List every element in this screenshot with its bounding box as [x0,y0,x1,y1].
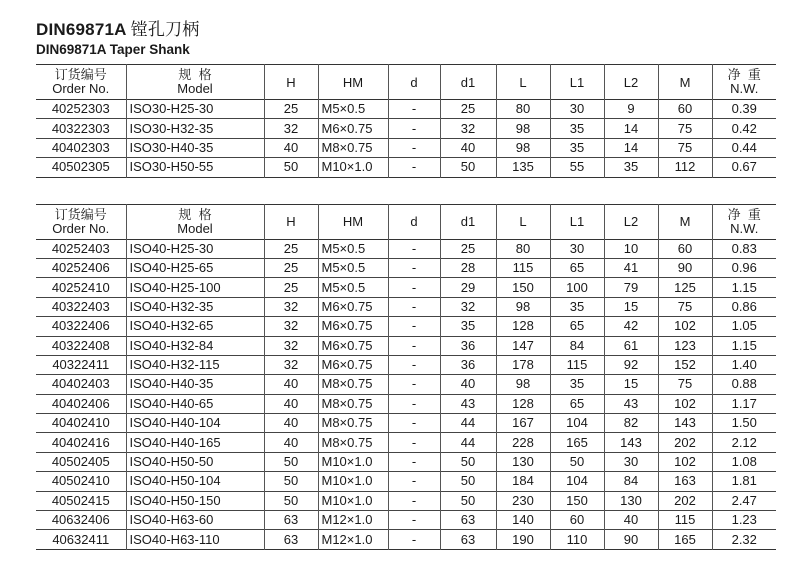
cell-l2: 130 [604,491,658,510]
cell-hm: M6×0.75 [318,317,388,336]
cell-model: ISO40-H32-84 [126,336,264,355]
cell-order-no: 40502410 [51,473,110,489]
col-weight: 净 重 N.W. [712,65,776,100]
cell-l2: 14 [604,138,658,157]
cell-weight: 2.32 [712,530,776,549]
cell-h: 32 [264,297,318,316]
cell-d: - [388,239,440,258]
cell-d: - [388,530,440,549]
cell-weight: 0.96 [712,258,776,277]
cell-d: - [388,138,440,157]
cell-l: 190 [496,530,550,549]
cell-model: ISO40-H40-104 [126,414,264,433]
cell-weight: 1.05 [712,317,776,336]
cell-l2: 79 [604,278,658,297]
page-title [36,20,776,40]
cell-l1: 165 [550,433,604,452]
cell-order-no: 40252410 [51,279,110,295]
cell-l1: 50 [550,452,604,471]
cell-h: 25 [264,239,318,258]
cell-order-no: 40402416 [51,434,110,450]
cell-l: 128 [496,317,550,336]
cell-m: 115 [658,511,712,530]
cell-m: 75 [658,375,712,394]
cell-l1: 60 [550,511,604,530]
cell-weight: 1.17 [712,394,776,413]
cell-hm: M5×0.5 [318,100,388,119]
cell-weight: 0.42 [712,119,776,138]
col-weight: 净 重 N.W. [712,204,776,239]
cell-l: 98 [496,119,550,138]
cell-h: 40 [264,433,318,452]
cell-weight: 1.50 [712,414,776,433]
cell-model: ISO40-H40-165 [126,433,264,452]
cell-l: 135 [496,158,550,177]
cell-d: - [388,375,440,394]
cell-l1: 30 [550,100,604,119]
cell-m: 102 [658,394,712,413]
table-row [36,336,776,355]
cell-d1: 35 [440,317,496,336]
cell-d1: 32 [440,119,496,138]
col-l1: L1 [550,204,604,239]
cell-order-no: 40322411 [52,357,110,373]
cell-l1: 35 [550,138,604,157]
cell-h: 32 [264,355,318,374]
cell-d1: 28 [440,258,496,277]
cell-l1: 115 [550,355,604,374]
cell-model: ISO40-H40-65 [126,394,264,413]
cell-h: 32 [264,119,318,138]
cell-h: 32 [264,336,318,355]
cell-model: ISO30-H32-35 [126,119,264,138]
cell-h: 25 [264,258,318,277]
cell-order-no: 40402303 [51,139,110,155]
cell-l: 140 [496,511,550,530]
table-row [36,375,776,394]
cell-l2: 42 [604,317,658,336]
cell-h: 50 [264,491,318,510]
cell-l: 147 [496,336,550,355]
cell-l2: 14 [604,119,658,138]
table-body [36,100,776,178]
cell-order-no: 40632406 [51,512,110,528]
cell-m: 125 [658,278,712,297]
col-l2: L2 [604,204,658,239]
cell-d1: 50 [440,472,496,491]
table-row [36,100,776,119]
cell-l2: 9 [604,100,658,119]
cell-m: 123 [658,336,712,355]
cell-d: - [388,158,440,177]
cell-l: 230 [496,491,550,510]
col-h: H [264,65,318,100]
cell-weight: 1.15 [712,336,776,355]
cell-l: 115 [496,258,550,277]
cell-hm: M6×0.75 [318,355,388,374]
cell-hm: M6×0.75 [318,336,388,355]
cell-l1: 35 [550,119,604,138]
cell-d: - [388,394,440,413]
cell-l: 130 [496,452,550,471]
col-d1: d1 [440,65,496,100]
cell-d: - [388,119,440,138]
cell-weight: 1.23 [712,511,776,530]
cell-order-no: 40322406 [51,318,110,334]
cell-d1: 63 [440,511,496,530]
cell-d1: 50 [440,491,496,510]
col-hm: HM [318,65,388,100]
cell-hm: M12×1.0 [318,530,388,549]
table-row [36,491,776,510]
cell-l2: 143 [604,433,658,452]
cell-hm: M8×0.75 [318,433,388,452]
cell-model: ISO40-H25-30 [126,239,264,258]
cell-model: ISO40-H25-65 [126,258,264,277]
col-order-no: 订货编号 Order No. [52,206,110,236]
cell-d: - [388,511,440,530]
cell-l1: 65 [550,258,604,277]
cell-d: - [388,491,440,510]
cell-h: 40 [264,394,318,413]
cell-l1: 30 [550,239,604,258]
cell-weight: 0.44 [712,138,776,157]
table-row [36,317,776,336]
cell-hm: M8×0.75 [318,414,388,433]
cell-d1: 44 [440,414,496,433]
col-model: 规 格 Model [126,65,264,100]
cell-h: 40 [264,414,318,433]
cell-weight: 1.81 [712,472,776,491]
cell-l: 98 [496,375,550,394]
cell-weight: 0.88 [712,375,776,394]
cell-l1: 84 [550,336,604,355]
col-m: M [658,204,712,239]
col-hm: HM [318,204,388,239]
cell-h: 63 [264,530,318,549]
cell-l: 167 [496,414,550,433]
cell-m: 102 [658,317,712,336]
cell-d: - [388,414,440,433]
cell-weight: 1.40 [712,355,776,374]
cell-l2: 43 [604,394,658,413]
cell-m: 75 [658,138,712,157]
col-m: M [658,65,712,100]
cell-d1: 32 [440,297,496,316]
cell-order-no: 40502405 [51,454,110,470]
cell-m: 60 [658,100,712,119]
cell-h: 32 [264,317,318,336]
cell-model: ISO30-H40-35 [126,138,264,157]
cell-hm: M8×0.75 [318,138,388,157]
table-row [36,119,776,138]
cell-l1: 150 [550,491,604,510]
cell-d1: 25 [440,100,496,119]
cell-weight: 1.08 [712,452,776,471]
cell-l2: 15 [604,297,658,316]
table-row [36,472,776,491]
cell-weight: 0.86 [712,297,776,316]
cell-model: ISO40-H50-150 [126,491,264,510]
cell-l: 128 [496,394,550,413]
cell-h: 63 [264,511,318,530]
table-row [36,452,776,471]
cell-l: 98 [496,138,550,157]
col-l2: L2 [604,65,658,100]
cell-l1: 65 [550,317,604,336]
cell-model: ISO40-H25-100 [126,278,264,297]
cell-d: - [388,452,440,471]
cell-hm: M5×0.5 [318,239,388,258]
cell-d: - [388,355,440,374]
cell-d1: 50 [440,452,496,471]
cell-model: ISO40-H63-110 [126,530,264,549]
cell-l2: 35 [604,158,658,177]
cell-d: - [388,258,440,277]
cell-order-no: 40322408 [51,337,110,353]
cell-model: ISO40-H63-60 [126,511,264,530]
cell-hm: M10×1.0 [318,452,388,471]
cell-hm: M10×1.0 [318,472,388,491]
cell-l2: 92 [604,355,658,374]
cell-d: - [388,297,440,316]
col-d: d [388,204,440,239]
cell-hm: M6×0.75 [318,119,388,138]
cell-l2: 61 [604,336,658,355]
cell-d: - [388,336,440,355]
cell-l2: 15 [604,375,658,394]
cell-model: ISO40-H40-35 [126,375,264,394]
cell-d: - [388,317,440,336]
cell-d1: 36 [440,355,496,374]
col-l: L [496,65,550,100]
cell-order-no: 40502305 [51,159,110,175]
cell-l2: 41 [604,258,658,277]
catalog-page [36,20,776,550]
title-chinese: 镗孔刀柄 [130,20,200,39]
cell-model: ISO40-H32-35 [126,297,264,316]
cell-m: 75 [658,119,712,138]
cell-l: 80 [496,100,550,119]
title-code: DIN69871A [36,20,127,39]
table-row [36,394,776,413]
table-body [36,239,776,549]
cell-d1: 63 [440,530,496,549]
cell-l1: 55 [550,158,604,177]
cell-d: - [388,472,440,491]
cell-model: ISO40-H32-65 [126,317,264,336]
cell-h: 50 [264,452,318,471]
cell-l1: 35 [550,297,604,316]
cell-h: 25 [264,100,318,119]
cell-m: 143 [658,414,712,433]
cell-hm: M8×0.75 [318,394,388,413]
cell-l2: 30 [604,452,658,471]
table-row [36,158,776,177]
cell-order-no: 40402403 [51,376,110,392]
cell-weight: 2.12 [712,433,776,452]
cell-m: 163 [658,472,712,491]
cell-order-no: 40632411 [52,531,110,547]
cell-l2: 90 [604,530,658,549]
table-row [36,138,776,157]
cell-d1: 43 [440,394,496,413]
cell-m: 165 [658,530,712,549]
table-row [36,530,776,549]
page-subtitle: DIN69871A Taper Shank [36,42,190,57]
cell-h: 40 [264,138,318,157]
cell-d1: 40 [440,138,496,157]
cell-hm: M5×0.5 [318,278,388,297]
cell-m: 102 [658,452,712,471]
spec-table-iso30 [36,64,776,178]
cell-l1: 104 [550,472,604,491]
cell-hm: M12×1.0 [318,511,388,530]
cell-l2: 82 [604,414,658,433]
cell-l1: 65 [550,394,604,413]
cell-order-no: 40322303 [51,120,110,136]
cell-l: 80 [496,239,550,258]
cell-order-no: 40322403 [51,298,110,314]
cell-d: - [388,278,440,297]
cell-m: 152 [658,355,712,374]
cell-d1: 25 [440,239,496,258]
cell-weight: 0.39 [712,100,776,119]
cell-model: ISO40-H32-115 [126,355,264,374]
cell-hm: M8×0.75 [318,375,388,394]
cell-order-no: 40402406 [51,395,110,411]
cell-h: 40 [264,375,318,394]
cell-l2: 10 [604,239,658,258]
spec-table-iso40 [36,204,776,550]
table-row [36,414,776,433]
cell-h: 25 [264,278,318,297]
cell-m: 202 [658,491,712,510]
cell-l: 228 [496,433,550,452]
cell-weight: 2.47 [712,491,776,510]
cell-l1: 104 [550,414,604,433]
cell-weight: 0.83 [712,239,776,258]
cell-order-no: 40252403 [51,240,110,256]
cell-d1: 44 [440,433,496,452]
col-d: d [388,65,440,100]
table-header-row [36,65,776,100]
cell-l2: 84 [604,472,658,491]
cell-hm: M6×0.75 [318,297,388,316]
cell-m: 202 [658,433,712,452]
cell-model: ISO30-H50-55 [126,158,264,177]
cell-m: 90 [658,258,712,277]
col-order-no: 订货编号 Order No. [52,67,110,96]
cell-d1: 50 [440,158,496,177]
col-d1: d1 [440,204,496,239]
cell-l1: 110 [550,530,604,549]
cell-order-no: 40252406 [51,260,110,276]
cell-hm: M10×1.0 [318,158,388,177]
cell-d: - [388,433,440,452]
cell-l1: 35 [550,375,604,394]
cell-weight: 0.67 [712,158,776,177]
col-h: H [264,204,318,239]
cell-m: 60 [658,239,712,258]
cell-m: 112 [658,158,712,177]
cell-h: 50 [264,158,318,177]
col-l: L [496,204,550,239]
cell-l2: 40 [604,511,658,530]
table-row [36,355,776,374]
table-row [36,511,776,530]
cell-order-no: 40252303 [51,101,110,117]
cell-weight: 1.15 [712,278,776,297]
cell-h: 50 [264,472,318,491]
table-row [36,258,776,277]
cell-d1: 40 [440,375,496,394]
table-row [36,278,776,297]
table-header-row [36,204,776,239]
cell-d1: 29 [440,278,496,297]
cell-l: 178 [496,355,550,374]
cell-hm: M5×0.5 [318,258,388,277]
table-row [36,297,776,316]
cell-model: ISO40-H50-104 [126,472,264,491]
cell-order-no: 40502415 [51,492,110,508]
cell-l: 98 [496,297,550,316]
cell-l: 184 [496,472,550,491]
cell-model: ISO40-H50-50 [126,452,264,471]
cell-order-no: 40402410 [51,415,110,431]
cell-d1: 36 [440,336,496,355]
cell-l: 150 [496,278,550,297]
table-row [36,433,776,452]
cell-model: ISO30-H25-30 [126,100,264,119]
col-model: 规 格 Model [126,204,264,239]
table-row [36,239,776,258]
col-l1: L1 [550,65,604,100]
cell-m: 75 [658,297,712,316]
cell-hm: M10×1.0 [318,491,388,510]
cell-l1: 100 [550,278,604,297]
cell-d: - [388,100,440,119]
